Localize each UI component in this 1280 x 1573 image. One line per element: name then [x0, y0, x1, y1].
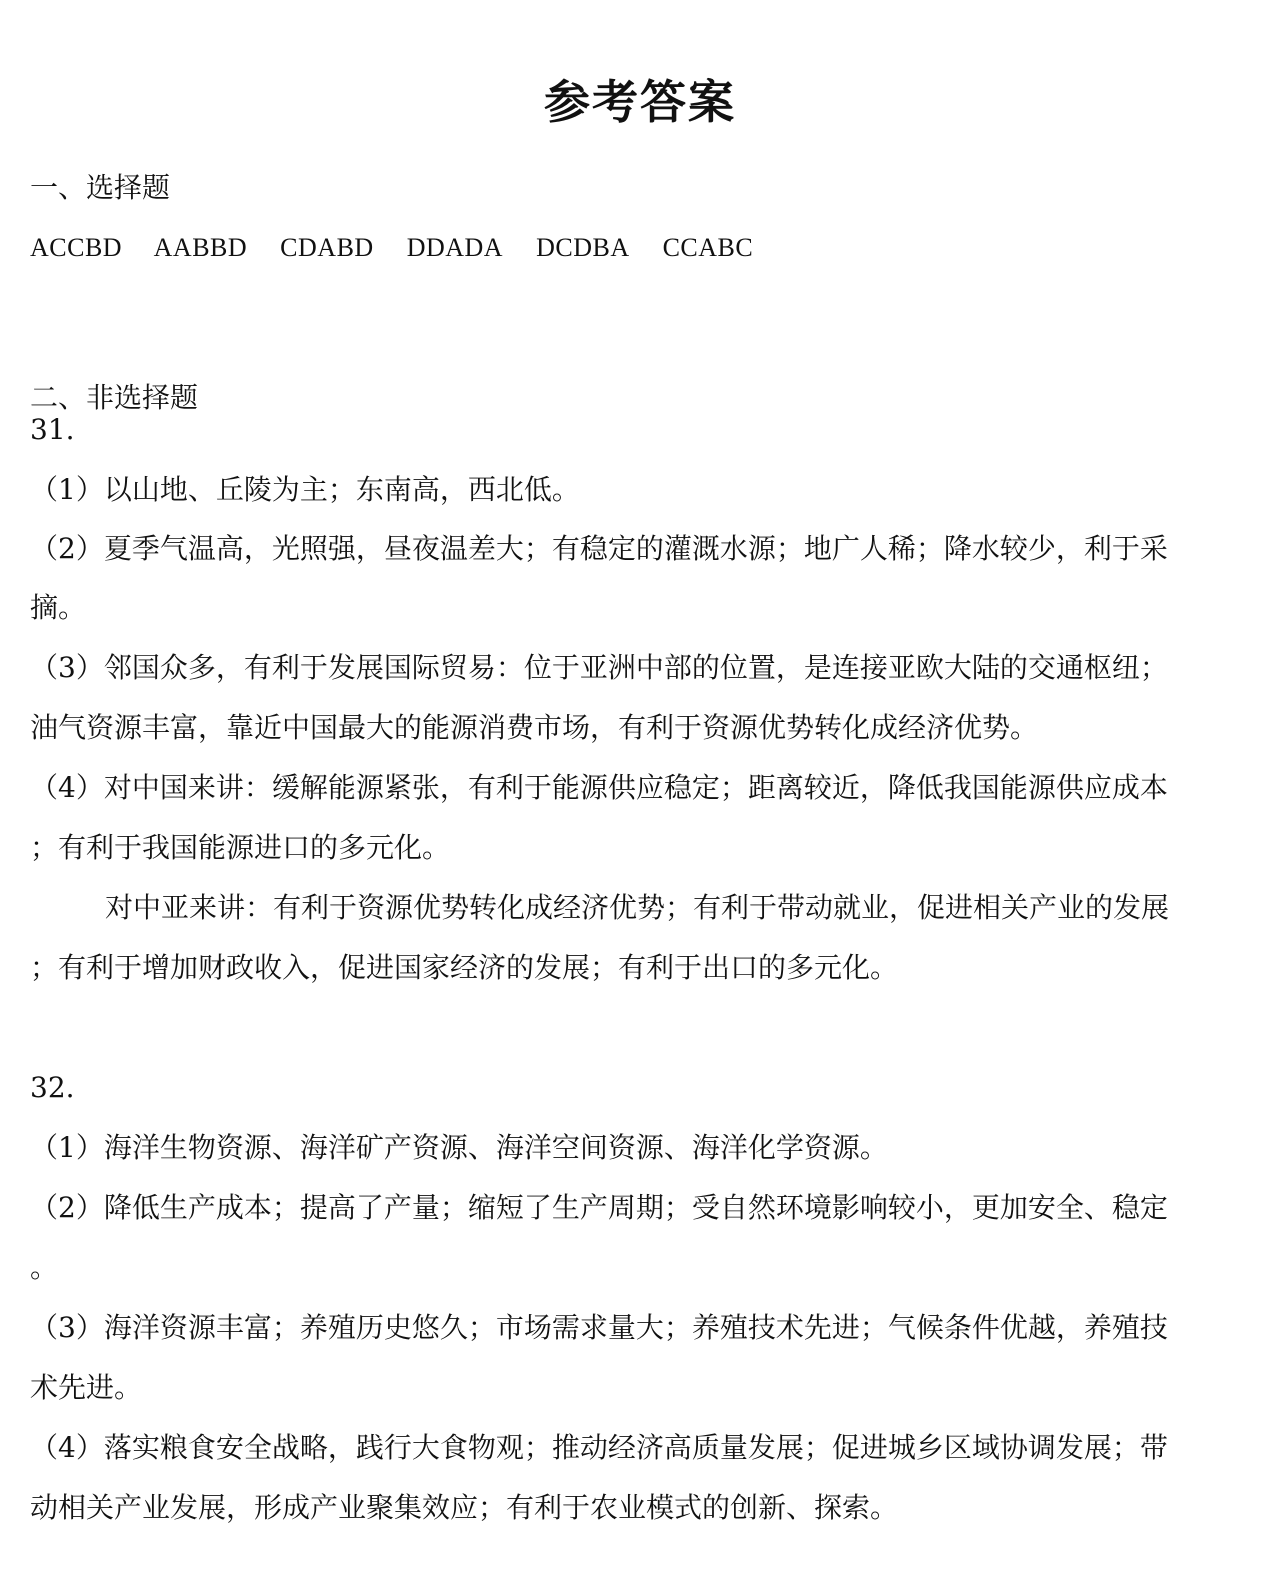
answer-line: （3）海洋资源丰富；养殖历史悠久；市场需求量大；养殖技术先进；气候条件优越，养殖技: [30, 1311, 1168, 1344]
answer-line: 。: [30, 1251, 59, 1284]
section-heading-multiple-choice: 一、选择题: [30, 171, 171, 204]
answer-line: （1）以山地、丘陵为主；东南高，西北低。: [30, 473, 580, 506]
answer-line: （1）海洋生物资源、海洋矿产资源、海洋空间资源、海洋化学资源。: [30, 1131, 888, 1164]
multiple-choice-answers: [30, 228, 1245, 268]
answer-line: ；有利于我国能源进口的多元化。: [30, 831, 451, 864]
answer-line: 对中亚来讲：有利于资源优势转化成经济优势；有利于带动就业，促进相关产业的发展: [105, 891, 1170, 924]
answer-line: （2）夏季气温高，光照强，昼夜温差大；有稳定的灌溉水源；地广人稀；降水较少，利于采: [30, 532, 1168, 565]
answer-line: 术先进。: [30, 1371, 143, 1404]
answer-group: DCDBA: [536, 233, 630, 262]
answer-group: CDABD: [280, 233, 374, 262]
answer-line: （2）降低生产成本；提高了产量；缩短了生产周期；受自然环境影响较小，更加安全、稳定: [30, 1191, 1168, 1224]
answer-line: ；有利于增加财政收入，促进国家经济的发展；有利于出口的多元化。: [30, 951, 899, 984]
question-number-31: 31.: [30, 413, 75, 446]
answer-line: （4）落实粮食安全战略，践行大食物观；推动经济高质量发展；促进城乡区域协调发展；带: [30, 1431, 1168, 1464]
page-title: 参考答案: [544, 75, 736, 129]
answer-group: CCABC: [662, 233, 754, 262]
answer-line: 动相关产业发展，形成产业聚集效应；有利于农业模式的创新、探索。: [30, 1491, 899, 1524]
answer-group: AABBD: [153, 233, 248, 262]
answer-line: 油气资源丰富，靠近中国最大的能源消费市场，有利于资源优势转化成经济优势。: [30, 711, 1039, 744]
answer-group: DDADA: [406, 233, 504, 262]
question-number-32: 32.: [30, 1071, 75, 1104]
answer-group: ACCBD: [30, 233, 123, 262]
answer-line: 摘。: [30, 591, 87, 624]
answer-line: （3）邻国众多，有利于发展国际贸易：位于亚洲中部的位置，是连接亚欧大陆的交通枢纽；: [30, 651, 1168, 684]
section-heading-non-multiple-choice: 二、非选择题: [30, 381, 199, 414]
answer-line: （4）对中国来讲：缓解能源紧张，有利于能源供应稳定；距离较近，降低我国能源供应成本: [30, 771, 1168, 804]
